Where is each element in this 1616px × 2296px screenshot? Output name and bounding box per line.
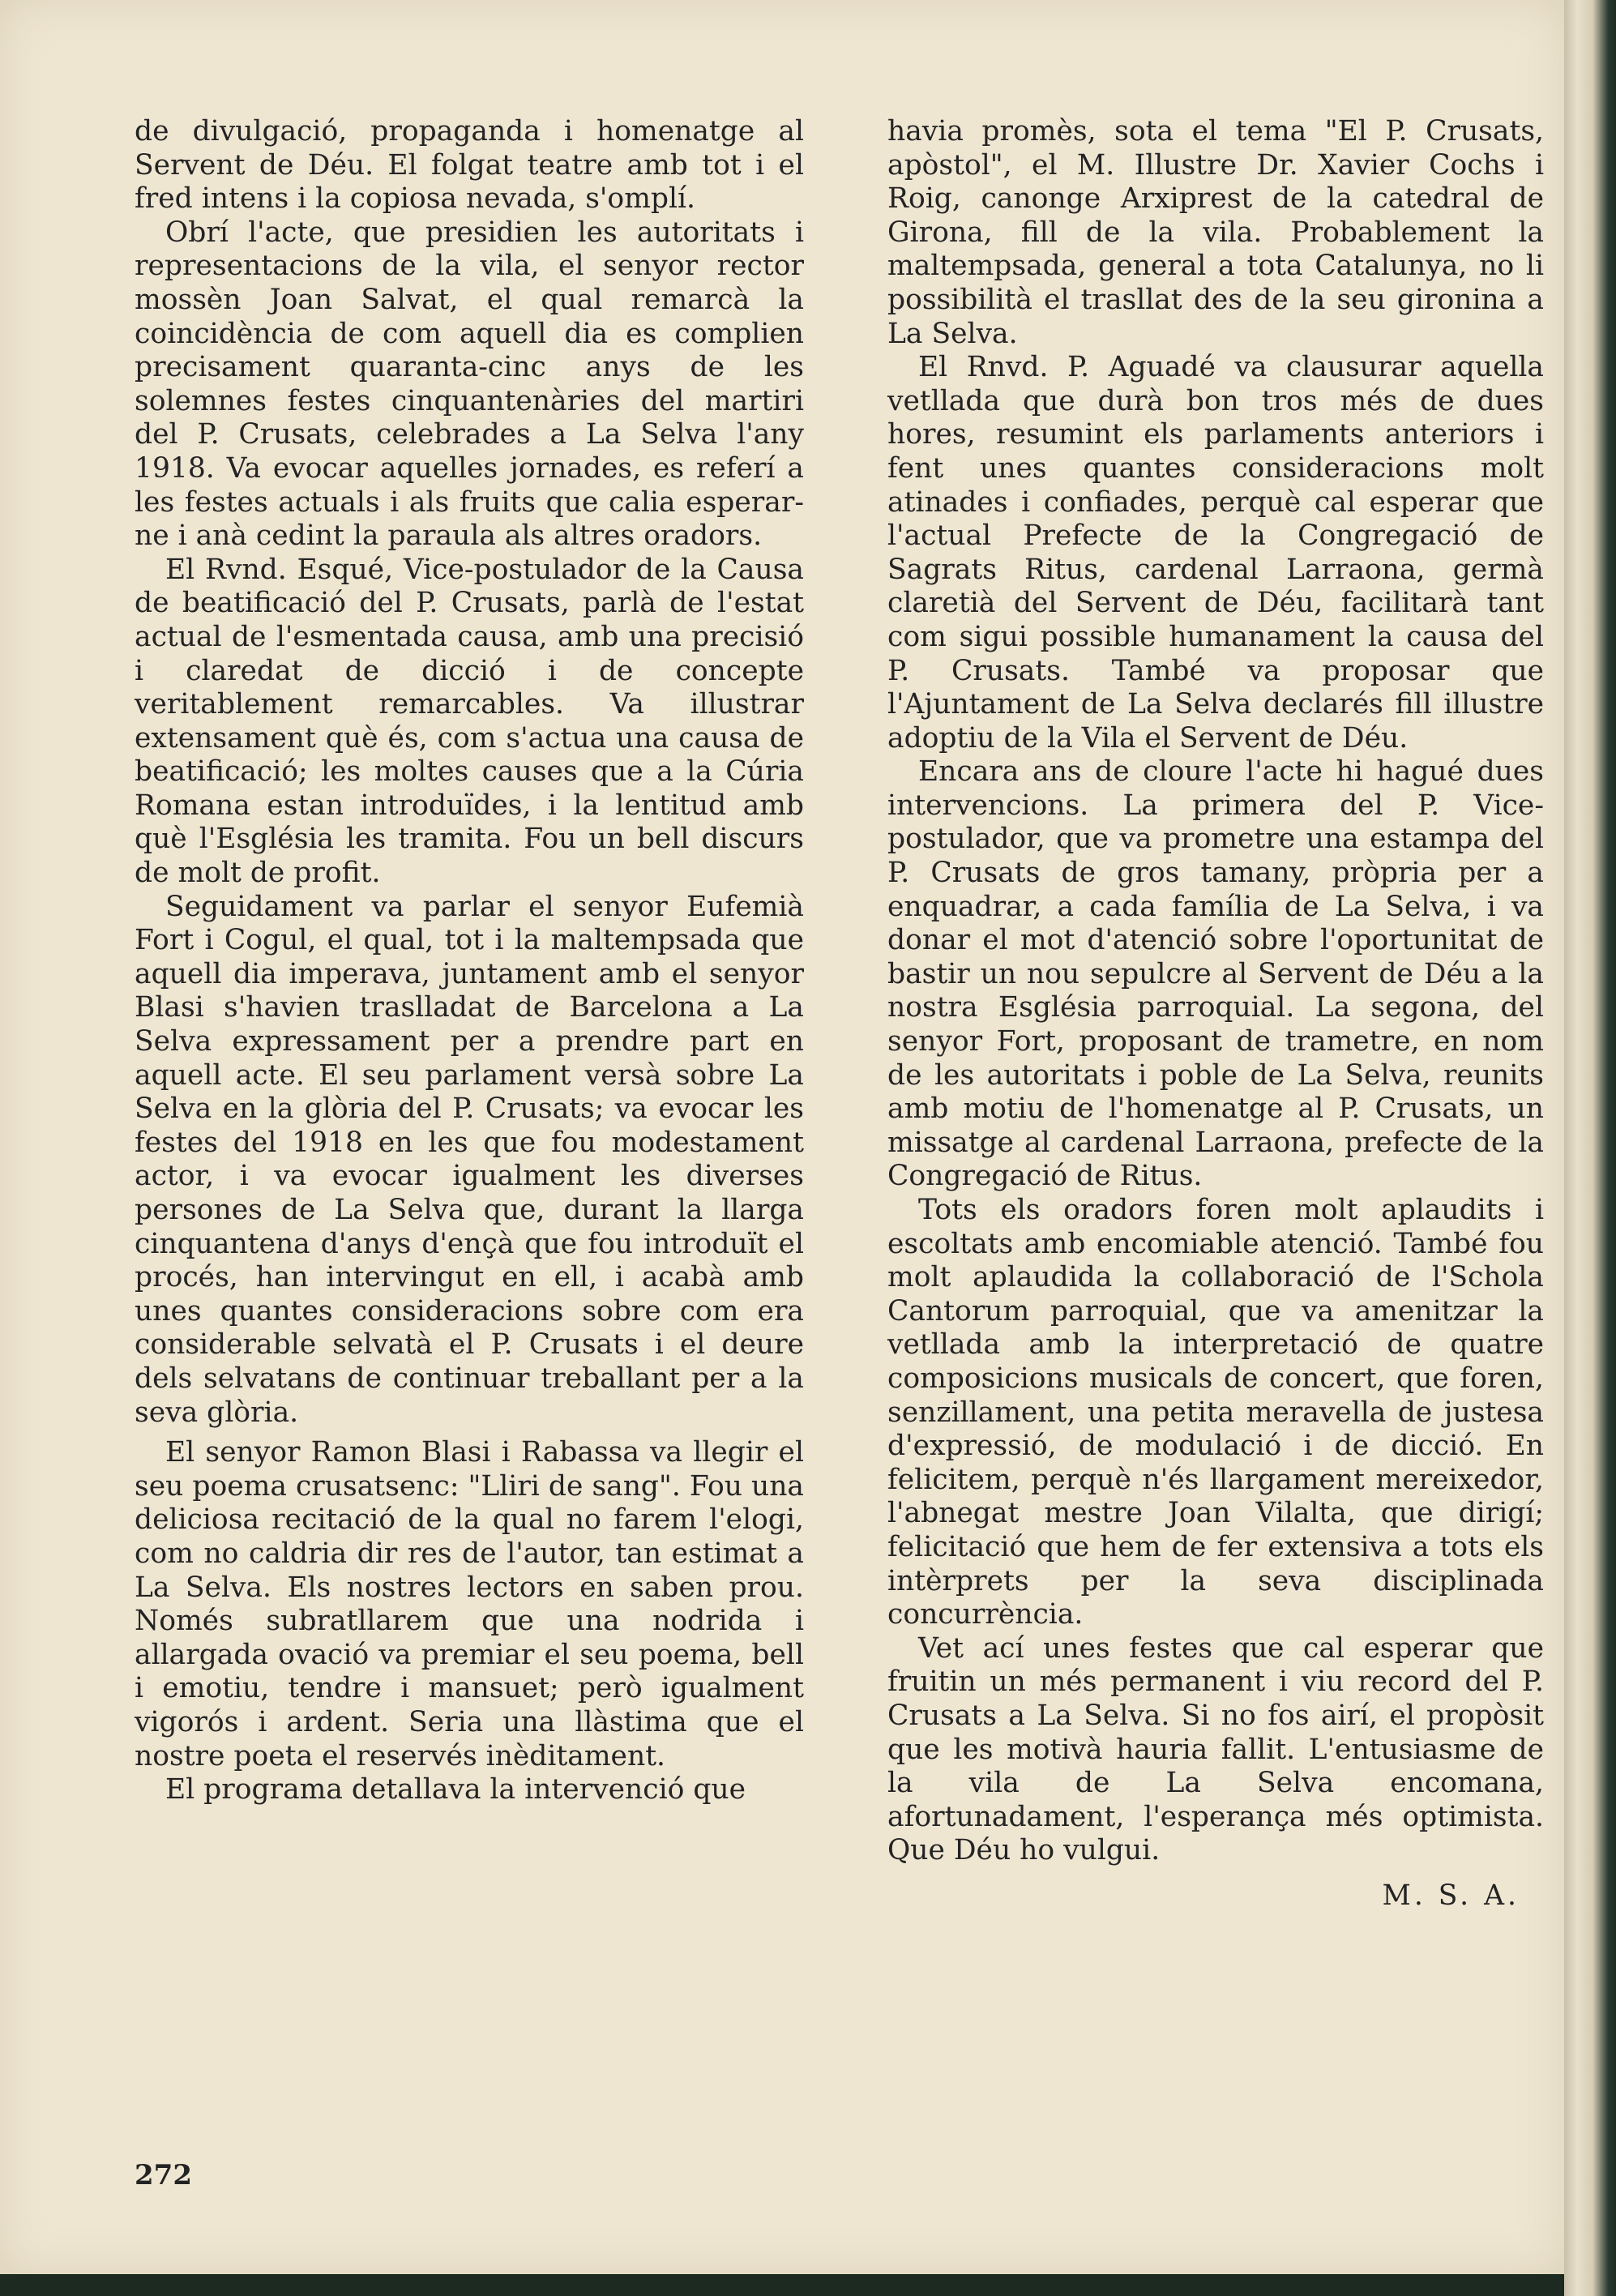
paragraph: havia promès, sota el tema "El P. Crusats, apòstol", el M. Illustre Dr. Xavier Cochs i Roig, canonge Arxiprest de la catedral de Girona, fill de la vila. Probablement la maltempsada, general a tota Catalunya, no li possibilità el trasllat des de la seu gironina a La Selva.	[887, 115, 1544, 350]
paragraph: El programa detallava la intervenció que	[165, 1773, 746, 1806]
paragraph: Tots els oradors foren molt aplaudits i escoltats amb encomiable atenció. També fou molt aplaudida la collaboració de l'Schola Cantorum parroquial, que va amenitzar la vetllada amb la interpretació de quatre composicions musicals de concert, que foren, senzillament, una petita meravella de justesa d'expressió, de modulació i de dicció. En felicitem, perquè n'és llargament mereixedor, l'abnegat mestre Joan Vilalta, que dirigí; felicitació que hem de fer extensiva a tots els intèrprets per la seva disciplinada concurrència.	[887, 1194, 1544, 1631]
author-signature: M. S. A.	[1382, 1879, 1520, 1912]
paragraph: Vet ací unes festes que cal esperar que fruitin un més permanent i viu record del P. Crusats a La Selva. Si no fos airí, el propòsit que les motivà hauria fallit. L'entusiasme de la vila de La Selva encomana, afortunadament, l'esperança més optimista. Que Déu ho vulgui.	[887, 1631, 1544, 1867]
paragraph: Obrí l'acte, que presidien les autoritats i representacions de la vila, el senyor rector mossèn Joan Salvat, el qual remarcà la coincidència de com aquell dia es complien precisament quaranta-cinc anys de les solemnes festes cinquantenàries del martiri del P. Crusats, celebrades a La Selva l'any 1918. Va evocar aquelles jornades, es referí a les festes actuals i als fruits que calia esperar-ne i anà cedint la paraula als altres oradors.	[135, 216, 804, 553]
paragraph: El senyor Ramon Blasi i Rabassa va llegir el seu poema crusatsenc: "Lliri de sang". Fou una deliciosa recitació de la qual no farem l'elogi, com no caldria dir res de l'autor, tan estimat a La Selva. Els nostres lectors en saben prou. Només subratllarem que una nodrida i allargada ovació va premiar el seu poema, bell i emotiu, tendre i mansuet; però igualment vigorós i ardent. Seria una llàstima que el nostre poeta el reservés inèditament.	[135, 1436, 804, 1772]
paragraph: Encara ans de cloure l'acte hi hagué dues intervencions. La primera del P. Vice-postulador, que va prometre una estampa del P. Crusats de gros tamany, pròpria per a enquadrar, a cada família de La Selva, i va donar el mot d'atenció sobre l'oportunitat de bastir un nou sepulcre al Servent de Déu a la nostra Església parroquial. La segona, del senyor Fort, proposant de trametre, en nom de les autoritats i poble de La Selva, reunits amb motiu de l'homenatge al P. Crusats, un missatge al cardenal Larraona, prefecte de la Congregació de Ritus.	[887, 755, 1544, 1193]
right-column	[887, 115, 1544, 1913]
page-edge	[1564, 0, 1616, 2296]
paragraph: Seguidament va parlar el senyor Eufemià Fort i Cogul, el qual, tot i la maltempsada que aquell dia imperava, juntament amb el senyor Blasi s'havien traslladat de Barcelona a La Selva expressament per a prendre part en aquell acte. El seu parlament versà sobre La Selva en la glòria del P. Crusats; va evocar les festes del 1918 en les que fou modestament actor, i va evocar igualment les diverses persones de La Selva que, durant la llarga cinquantena d'anys d'ençà que fou introduït el procés, han intervingut en ell, i acabà amb unes quantes consideracions sobre com era considerable selvatà el P. Crusats i el deure dels selvatans de continuar treballant per a la seva glòria.	[135, 890, 804, 1429]
paragraph: de divulgació, propaganda i homenatge al Servent de Déu. El folgat teatre amb tot i el fred intens i la copiosa nevada, s'omplí.	[135, 115, 804, 216]
paragraph: El Rnvd. P. Aguadé va clausurar aquella vetllada que durà bon tros més de dues hores, resumint els parlaments anteriors i fent unes quantes consideracions molt atinades i confiades, perquè cal esperar que l'actual Prefecte de la Congregació de Sagrats Ritus, cardenal Larraona, germà claretià del Servent de Déu, facilitarà tant com sigui possible humanament la causa del P. Crusats. També va proposar que l'Ajuntament de La Selva declarés fill illustre adoptiu de la Vila el Servent de Déu.	[887, 351, 1544, 755]
left-column	[135, 115, 804, 1807]
paragraph: El Rvnd. Esqué, Vice-postulador de la Causa de beatificació del P. Crusats, parlà de l'estat actual de l'esmentada causa, amb una precisió i claredat de dicció i de concepte veritablement remarcables. Va illustrar extensament què és, com s'actua una causa de beatificació; les moltes causes que a la Cúria Romana estan introduïdes, i la lentitud amb què l'Església les tramita. Fou un bell discurs de molt de profit.	[135, 553, 804, 890]
page-number: 272	[135, 2159, 192, 2191]
